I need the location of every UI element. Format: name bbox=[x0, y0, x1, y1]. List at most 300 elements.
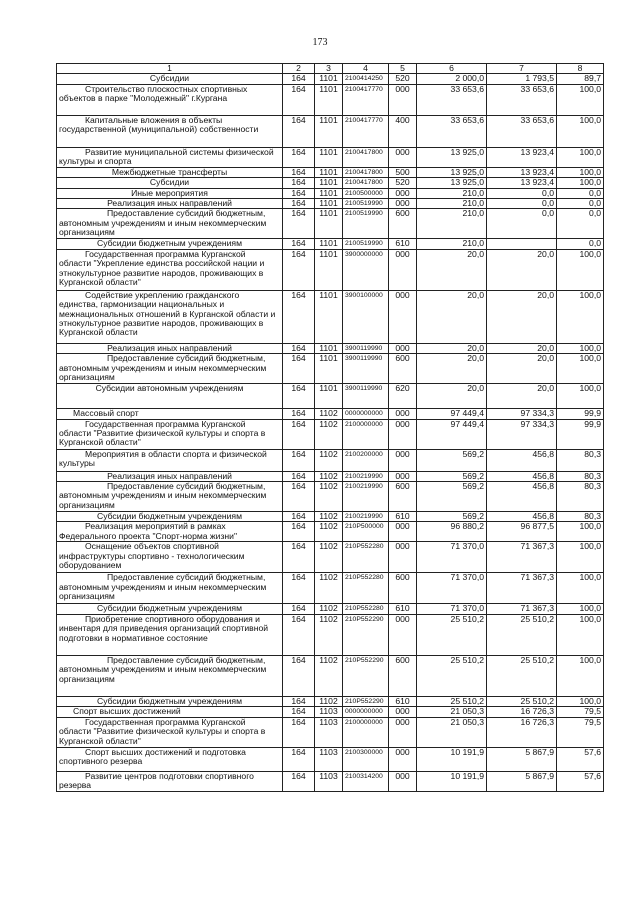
target-article-cell: 2100000000 bbox=[343, 419, 389, 449]
table-row bbox=[57, 409, 604, 419]
section-code-cell: 1102 bbox=[315, 573, 343, 604]
percent-cell: 80,3 bbox=[557, 512, 604, 522]
table-row bbox=[57, 707, 604, 717]
row-name-cell: Иные мероприятия bbox=[57, 188, 283, 198]
percent-cell: 100,0 bbox=[557, 249, 604, 290]
table-row bbox=[57, 482, 604, 512]
target-article-cell: 2100417800 bbox=[343, 178, 389, 188]
table-row bbox=[57, 209, 604, 239]
column-header: 4 bbox=[343, 64, 389, 74]
expense-type-cell: 000 bbox=[389, 471, 417, 481]
executed-amount-cell: 5 867,9 bbox=[487, 771, 557, 791]
percent-cell: 100,0 bbox=[557, 167, 604, 177]
executed-amount-cell: 456,8 bbox=[487, 471, 557, 481]
expense-type-cell: 620 bbox=[389, 384, 417, 409]
expense-type-cell: 400 bbox=[389, 115, 417, 147]
gov-code-cell: 164 bbox=[283, 512, 315, 522]
executed-amount-cell: 71 367,3 bbox=[487, 604, 557, 614]
table-row bbox=[57, 74, 604, 84]
expense-type-cell: 000 bbox=[389, 188, 417, 198]
gov-code-cell: 164 bbox=[283, 542, 315, 573]
target-article-cell: 2100000000 bbox=[343, 717, 389, 747]
planned-amount-cell: 20,0 bbox=[417, 354, 487, 384]
section-code-cell: 1103 bbox=[315, 747, 343, 771]
executed-amount-cell: 13 923,4 bbox=[487, 167, 557, 177]
row-name-cell: Спорт высших достижений bbox=[57, 707, 283, 717]
row-name-cell: Содействие укреплению гражданского единства, гармонизации национальных и межнациональных отношений в Курганской области и этнокультурное развитие народов, проживающих в Курганской области bbox=[57, 290, 283, 343]
gov-code-cell: 164 bbox=[283, 604, 315, 614]
gov-code-cell: 164 bbox=[283, 471, 315, 481]
target-article-cell: 3900100000 bbox=[343, 290, 389, 343]
row-name-cell: Предоставление субсидий бюджетным, автономным учреждениям и иным некоммерческим организациям bbox=[57, 655, 283, 696]
gov-code-cell: 164 bbox=[283, 343, 315, 353]
percent-cell: 57,6 bbox=[557, 747, 604, 771]
header-row bbox=[57, 64, 604, 74]
section-code-cell: 1101 bbox=[315, 239, 343, 249]
expense-type-cell: 000 bbox=[389, 147, 417, 167]
target-article-cell: 2100300000 bbox=[343, 747, 389, 771]
target-article-cell: 2100417770 bbox=[343, 84, 389, 115]
expense-type-cell: 610 bbox=[389, 239, 417, 249]
expense-type-cell: 000 bbox=[389, 290, 417, 343]
target-article-cell: 210P552280 bbox=[343, 573, 389, 604]
target-article-cell: 2100417800 bbox=[343, 147, 389, 167]
target-article-cell: 2100414250 bbox=[343, 74, 389, 84]
expense-type-cell: 000 bbox=[389, 747, 417, 771]
row-name-cell: Развитие муниципальной системы физической культуры и спорта bbox=[57, 147, 283, 167]
section-code-cell: 1102 bbox=[315, 604, 343, 614]
table-row bbox=[57, 747, 604, 771]
target-article-cell: 2100314200 bbox=[343, 771, 389, 791]
planned-amount-cell: 569,2 bbox=[417, 512, 487, 522]
gov-code-cell: 164 bbox=[283, 188, 315, 198]
row-name-cell: Мероприятия в области спорта и физической культуры bbox=[57, 449, 283, 471]
executed-amount-cell: 25 510,2 bbox=[487, 696, 557, 706]
row-name-cell: Капитальные вложения в объекты государственной (муниципальной) собственности bbox=[57, 115, 283, 147]
planned-amount-cell: 13 925,0 bbox=[417, 167, 487, 177]
table-row bbox=[57, 354, 604, 384]
planned-amount-cell: 25 510,2 bbox=[417, 614, 487, 655]
section-code-cell: 1101 bbox=[315, 249, 343, 290]
planned-amount-cell: 20,0 bbox=[417, 384, 487, 409]
gov-code-cell: 164 bbox=[283, 419, 315, 449]
percent-cell: 100,0 bbox=[557, 614, 604, 655]
row-name-cell: Предоставление субсидий бюджетным, автономным учреждениям и иным некоммерческим организациям bbox=[57, 482, 283, 512]
planned-amount-cell: 20,0 bbox=[417, 290, 487, 343]
row-name-cell: Субсидии bbox=[57, 74, 283, 84]
budget-table bbox=[56, 63, 604, 792]
row-name-cell: Реализация иных направлений bbox=[57, 343, 283, 353]
section-code-cell: 1102 bbox=[315, 696, 343, 706]
percent-cell: 100,0 bbox=[557, 178, 604, 188]
percent-cell: 80,3 bbox=[557, 449, 604, 471]
table-row bbox=[57, 188, 604, 198]
percent-cell: 100,0 bbox=[557, 147, 604, 167]
percent-cell: 100,0 bbox=[557, 542, 604, 573]
planned-amount-cell: 210,0 bbox=[417, 199, 487, 209]
target-article-cell: 2100219990 bbox=[343, 482, 389, 512]
target-article-cell: 2100200000 bbox=[343, 449, 389, 471]
row-name-cell: Межбюджетные трансферты bbox=[57, 167, 283, 177]
gov-code-cell: 164 bbox=[283, 522, 315, 542]
section-code-cell: 1101 bbox=[315, 115, 343, 147]
executed-amount-cell: 97 334,3 bbox=[487, 409, 557, 419]
row-name-cell: Государственная программа Курганской области "Укрепление единства российской нации и этнокультурное развитие народов, проживающих в Курганской области" bbox=[57, 249, 283, 290]
table-row bbox=[57, 717, 604, 747]
page-number: 173 bbox=[312, 37, 328, 48]
section-code-cell: 1101 bbox=[315, 74, 343, 84]
percent-cell: 80,3 bbox=[557, 482, 604, 512]
row-name-cell: Реализация иных направлений bbox=[57, 199, 283, 209]
column-header: 7 bbox=[487, 64, 557, 74]
gov-code-cell: 164 bbox=[283, 354, 315, 384]
row-name-cell: Строительство плоскостных спортивных объектов в парке "Молодежный" г.Кургана bbox=[57, 84, 283, 115]
planned-amount-cell: 569,2 bbox=[417, 449, 487, 471]
row-name-cell: Субсидии бюджетным учреждениям bbox=[57, 512, 283, 522]
executed-amount-cell: 0,0 bbox=[487, 199, 557, 209]
table-row bbox=[57, 419, 604, 449]
gov-code-cell: 164 bbox=[283, 482, 315, 512]
row-name-cell: Предоставление субсидий бюджетным, автономным учреждениям и иным некоммерческим организациям bbox=[57, 354, 283, 384]
target-article-cell: 2100519990 bbox=[343, 199, 389, 209]
percent-cell: 79,5 bbox=[557, 717, 604, 747]
section-code-cell: 1102 bbox=[315, 512, 343, 522]
percent-cell: 0,0 bbox=[557, 188, 604, 198]
planned-amount-cell: 33 653,6 bbox=[417, 84, 487, 115]
row-name-cell: Субсидии bbox=[57, 178, 283, 188]
section-code-cell: 1101 bbox=[315, 343, 343, 353]
row-name-cell: Спорт высших достижений и подготовка спортивного резерва bbox=[57, 747, 283, 771]
section-code-cell: 1103 bbox=[315, 707, 343, 717]
percent-cell: 100,0 bbox=[557, 115, 604, 147]
row-name-cell: Субсидии автономным учреждениям bbox=[57, 384, 283, 409]
section-code-cell: 1102 bbox=[315, 522, 343, 542]
table-body bbox=[57, 74, 604, 791]
expense-type-cell: 610 bbox=[389, 696, 417, 706]
executed-amount-cell: 16 726,3 bbox=[487, 707, 557, 717]
section-code-cell: 1101 bbox=[315, 209, 343, 239]
expense-type-cell: 000 bbox=[389, 249, 417, 290]
executed-amount-cell: 13 923,4 bbox=[487, 147, 557, 167]
planned-amount-cell: 13 925,0 bbox=[417, 178, 487, 188]
planned-amount-cell: 13 925,0 bbox=[417, 147, 487, 167]
executed-amount-cell: 456,8 bbox=[487, 449, 557, 471]
planned-amount-cell: 97 449,4 bbox=[417, 409, 487, 419]
planned-amount-cell: 569,2 bbox=[417, 471, 487, 481]
executed-amount-cell: 0,0 bbox=[487, 209, 557, 239]
gov-code-cell: 164 bbox=[283, 167, 315, 177]
section-code-cell: 1101 bbox=[315, 188, 343, 198]
executed-amount-cell: 456,8 bbox=[487, 512, 557, 522]
target-article-cell: 0000000000 bbox=[343, 409, 389, 419]
gov-code-cell: 164 bbox=[283, 707, 315, 717]
gov-code-cell: 164 bbox=[283, 178, 315, 188]
target-article-cell: 2100500000 bbox=[343, 188, 389, 198]
gov-code-cell: 164 bbox=[283, 115, 315, 147]
percent-cell: 100,0 bbox=[557, 343, 604, 353]
section-code-cell: 1102 bbox=[315, 614, 343, 655]
row-name-cell: Государственная программа Курганской области "Развитие физической культуры и спорта в Курганской области" bbox=[57, 419, 283, 449]
percent-cell: 57,6 bbox=[557, 771, 604, 791]
executed-amount-cell bbox=[487, 239, 557, 249]
gov-code-cell: 164 bbox=[283, 147, 315, 167]
planned-amount-cell: 210,0 bbox=[417, 239, 487, 249]
planned-amount-cell: 71 370,0 bbox=[417, 604, 487, 614]
expense-type-cell: 600 bbox=[389, 482, 417, 512]
table-row bbox=[57, 249, 604, 290]
planned-amount-cell: 2 000,0 bbox=[417, 74, 487, 84]
section-code-cell: 1101 bbox=[315, 84, 343, 115]
planned-amount-cell: 10 191,9 bbox=[417, 747, 487, 771]
percent-cell: 0,0 bbox=[557, 199, 604, 209]
column-header: 5 bbox=[389, 64, 417, 74]
gov-code-cell: 164 bbox=[283, 409, 315, 419]
column-header: 3 bbox=[315, 64, 343, 74]
gov-code-cell: 164 bbox=[283, 84, 315, 115]
table-row bbox=[57, 771, 604, 791]
section-code-cell: 1102 bbox=[315, 482, 343, 512]
planned-amount-cell: 71 370,0 bbox=[417, 573, 487, 604]
row-name-cell: Приобретение спортивного оборудования и инвентаря для приведения организаций спортивной подготовки в нормативное состояние bbox=[57, 614, 283, 655]
section-code-cell: 1102 bbox=[315, 449, 343, 471]
target-article-cell: 3900119990 bbox=[343, 384, 389, 409]
expense-type-cell: 000 bbox=[389, 84, 417, 115]
percent-cell: 100,0 bbox=[557, 384, 604, 409]
row-name-cell: Государственная программа Курганской области "Развитие физической культуры и спорта в Курганской области" bbox=[57, 717, 283, 747]
expense-type-cell: 600 bbox=[389, 209, 417, 239]
table-row bbox=[57, 147, 604, 167]
executed-amount-cell: 33 653,6 bbox=[487, 84, 557, 115]
expense-type-cell: 000 bbox=[389, 771, 417, 791]
expense-type-cell: 000 bbox=[389, 522, 417, 542]
planned-amount-cell: 20,0 bbox=[417, 343, 487, 353]
row-name-cell: Развитие центров подготовки спортивного резерва bbox=[57, 771, 283, 791]
row-name-cell: Оснащение объектов спортивной инфраструктуры спортивно - технологическим оборудованием bbox=[57, 542, 283, 573]
executed-amount-cell: 96 877,5 bbox=[487, 522, 557, 542]
percent-cell: 100,0 bbox=[557, 655, 604, 696]
expense-type-cell: 520 bbox=[389, 74, 417, 84]
table-row bbox=[57, 573, 604, 604]
section-code-cell: 1101 bbox=[315, 354, 343, 384]
gov-code-cell: 164 bbox=[283, 199, 315, 209]
gov-code-cell: 164 bbox=[283, 74, 315, 84]
executed-amount-cell: 71 367,3 bbox=[487, 573, 557, 604]
row-name-cell: Предоставление субсидий бюджетным, автономным учреждениям и иным некоммерческим организациям bbox=[57, 573, 283, 604]
target-article-cell: 210P552280 bbox=[343, 542, 389, 573]
percent-cell: 100,0 bbox=[557, 604, 604, 614]
target-article-cell: 3900119990 bbox=[343, 343, 389, 353]
table-row bbox=[57, 614, 604, 655]
executed-amount-cell: 0,0 bbox=[487, 188, 557, 198]
gov-code-cell: 164 bbox=[283, 449, 315, 471]
planned-amount-cell: 33 653,6 bbox=[417, 115, 487, 147]
executed-amount-cell: 16 726,3 bbox=[487, 717, 557, 747]
table-row bbox=[57, 84, 604, 115]
percent-cell: 80,3 bbox=[557, 471, 604, 481]
row-name-cell: Предоставление субсидий бюджетным, автономным учреждениям и иным некоммерческим организациям bbox=[57, 209, 283, 239]
executed-amount-cell: 20,0 bbox=[487, 290, 557, 343]
executed-amount-cell: 71 367,3 bbox=[487, 542, 557, 573]
percent-cell: 100,0 bbox=[557, 290, 604, 343]
executed-amount-cell: 25 510,2 bbox=[487, 655, 557, 696]
expense-type-cell: 610 bbox=[389, 512, 417, 522]
executed-amount-cell: 20,0 bbox=[487, 354, 557, 384]
section-code-cell: 1102 bbox=[315, 409, 343, 419]
gov-code-cell: 164 bbox=[283, 573, 315, 604]
table-row bbox=[57, 167, 604, 177]
expense-type-cell: 000 bbox=[389, 614, 417, 655]
table-row bbox=[57, 655, 604, 696]
gov-code-cell: 164 bbox=[283, 614, 315, 655]
expense-type-cell: 600 bbox=[389, 354, 417, 384]
target-article-cell: 210P552290 bbox=[343, 614, 389, 655]
percent-cell: 89,7 bbox=[557, 74, 604, 84]
executed-amount-cell: 456,8 bbox=[487, 482, 557, 512]
column-header: 6 bbox=[417, 64, 487, 74]
section-code-cell: 1103 bbox=[315, 771, 343, 791]
row-name-cell: Субсидии бюджетным учреждениям bbox=[57, 696, 283, 706]
table-row bbox=[57, 199, 604, 209]
row-name-cell: Реализация мероприятий в рамках Федерального проекта "Спорт-норма жизни" bbox=[57, 522, 283, 542]
planned-amount-cell: 25 510,2 bbox=[417, 696, 487, 706]
target-article-cell: 3900000000 bbox=[343, 249, 389, 290]
target-article-cell: 2100417800 bbox=[343, 167, 389, 177]
section-code-cell: 1103 bbox=[315, 717, 343, 747]
percent-cell: 100,0 bbox=[557, 84, 604, 115]
expense-type-cell: 520 bbox=[389, 178, 417, 188]
percent-cell: 0,0 bbox=[557, 209, 604, 239]
section-code-cell: 1101 bbox=[315, 178, 343, 188]
percent-cell: 79,5 bbox=[557, 707, 604, 717]
row-name-cell: Массовый спорт bbox=[57, 409, 283, 419]
planned-amount-cell: 21 050,3 bbox=[417, 717, 487, 747]
percent-cell: 99,9 bbox=[557, 409, 604, 419]
planned-amount-cell: 97 449,4 bbox=[417, 419, 487, 449]
expense-type-cell: 600 bbox=[389, 573, 417, 604]
target-article-cell: 3900119990 bbox=[343, 354, 389, 384]
table-row bbox=[57, 542, 604, 573]
section-code-cell: 1101 bbox=[315, 147, 343, 167]
table-row bbox=[57, 696, 604, 706]
expense-type-cell: 000 bbox=[389, 542, 417, 573]
executed-amount-cell: 20,0 bbox=[487, 343, 557, 353]
target-article-cell: 210P552280 bbox=[343, 604, 389, 614]
expense-type-cell: 000 bbox=[389, 419, 417, 449]
table-row bbox=[57, 471, 604, 481]
table-row bbox=[57, 512, 604, 522]
table-row bbox=[57, 522, 604, 542]
column-header: 8 bbox=[557, 64, 604, 74]
expense-type-cell: 000 bbox=[389, 409, 417, 419]
percent-cell: 99,9 bbox=[557, 419, 604, 449]
target-article-cell: 210P552290 bbox=[343, 696, 389, 706]
table-row bbox=[57, 115, 604, 147]
target-article-cell: 0000000000 bbox=[343, 707, 389, 717]
planned-amount-cell: 21 050,3 bbox=[417, 707, 487, 717]
target-article-cell: 2100219990 bbox=[343, 512, 389, 522]
expense-type-cell: 000 bbox=[389, 449, 417, 471]
gov-code-cell: 164 bbox=[283, 249, 315, 290]
target-article-cell: 2100519990 bbox=[343, 209, 389, 239]
gov-code-cell: 164 bbox=[283, 290, 315, 343]
row-name-cell: Реализация иных направлений bbox=[57, 471, 283, 481]
section-code-cell: 1101 bbox=[315, 167, 343, 177]
section-code-cell: 1101 bbox=[315, 290, 343, 343]
gov-code-cell: 164 bbox=[283, 696, 315, 706]
column-header: 2 bbox=[283, 64, 315, 74]
planned-amount-cell: 20,0 bbox=[417, 249, 487, 290]
executed-amount-cell: 25 510,2 bbox=[487, 614, 557, 655]
gov-code-cell: 164 bbox=[283, 747, 315, 771]
column-header: 1 bbox=[57, 64, 283, 74]
section-code-cell: 1101 bbox=[315, 384, 343, 409]
row-name-cell: Субсидии бюджетным учреждениям bbox=[57, 604, 283, 614]
gov-code-cell: 164 bbox=[283, 239, 315, 249]
planned-amount-cell: 25 510,2 bbox=[417, 655, 487, 696]
target-article-cell: 210P500000 bbox=[343, 522, 389, 542]
gov-code-cell: 164 bbox=[283, 384, 315, 409]
percent-cell: 100,0 bbox=[557, 696, 604, 706]
percent-cell: 0,0 bbox=[557, 239, 604, 249]
section-code-cell: 1102 bbox=[315, 471, 343, 481]
expense-type-cell: 000 bbox=[389, 199, 417, 209]
table-row bbox=[57, 178, 604, 188]
executed-amount-cell: 33 653,6 bbox=[487, 115, 557, 147]
expense-type-cell: 600 bbox=[389, 655, 417, 696]
section-code-cell: 1101 bbox=[315, 199, 343, 209]
section-code-cell: 1102 bbox=[315, 419, 343, 449]
planned-amount-cell: 96 880,2 bbox=[417, 522, 487, 542]
target-article-cell: 2100219990 bbox=[343, 471, 389, 481]
expense-type-cell: 000 bbox=[389, 343, 417, 353]
gov-code-cell: 164 bbox=[283, 717, 315, 747]
target-article-cell: 2100519990 bbox=[343, 239, 389, 249]
planned-amount-cell: 71 370,0 bbox=[417, 542, 487, 573]
percent-cell: 100,0 bbox=[557, 522, 604, 542]
table-row bbox=[57, 290, 604, 343]
row-name-cell: Субсидии бюджетным учреждениям bbox=[57, 239, 283, 249]
gov-code-cell: 164 bbox=[283, 209, 315, 239]
table-row bbox=[57, 384, 604, 409]
gov-code-cell: 164 bbox=[283, 771, 315, 791]
section-code-cell: 1102 bbox=[315, 542, 343, 573]
gov-code-cell: 164 bbox=[283, 655, 315, 696]
executed-amount-cell: 5 867,9 bbox=[487, 747, 557, 771]
executed-amount-cell: 13 923,4 bbox=[487, 178, 557, 188]
executed-amount-cell: 97 334,3 bbox=[487, 419, 557, 449]
table-row bbox=[57, 343, 604, 353]
planned-amount-cell: 10 191,9 bbox=[417, 771, 487, 791]
planned-amount-cell: 210,0 bbox=[417, 188, 487, 198]
planned-amount-cell: 210,0 bbox=[417, 209, 487, 239]
table-row bbox=[57, 239, 604, 249]
percent-cell: 100,0 bbox=[557, 573, 604, 604]
expense-type-cell: 000 bbox=[389, 717, 417, 747]
expense-type-cell: 500 bbox=[389, 167, 417, 177]
executed-amount-cell: 20,0 bbox=[487, 249, 557, 290]
target-article-cell: 210P552290 bbox=[343, 655, 389, 696]
table-row bbox=[57, 604, 604, 614]
table-row bbox=[57, 449, 604, 471]
section-code-cell: 1102 bbox=[315, 655, 343, 696]
executed-amount-cell: 1 793,5 bbox=[487, 74, 557, 84]
expense-type-cell: 610 bbox=[389, 604, 417, 614]
executed-amount-cell: 20,0 bbox=[487, 384, 557, 409]
expense-type-cell: 000 bbox=[389, 707, 417, 717]
percent-cell: 100,0 bbox=[557, 354, 604, 384]
planned-amount-cell: 569,2 bbox=[417, 482, 487, 512]
target-article-cell: 2100417770 bbox=[343, 115, 389, 147]
